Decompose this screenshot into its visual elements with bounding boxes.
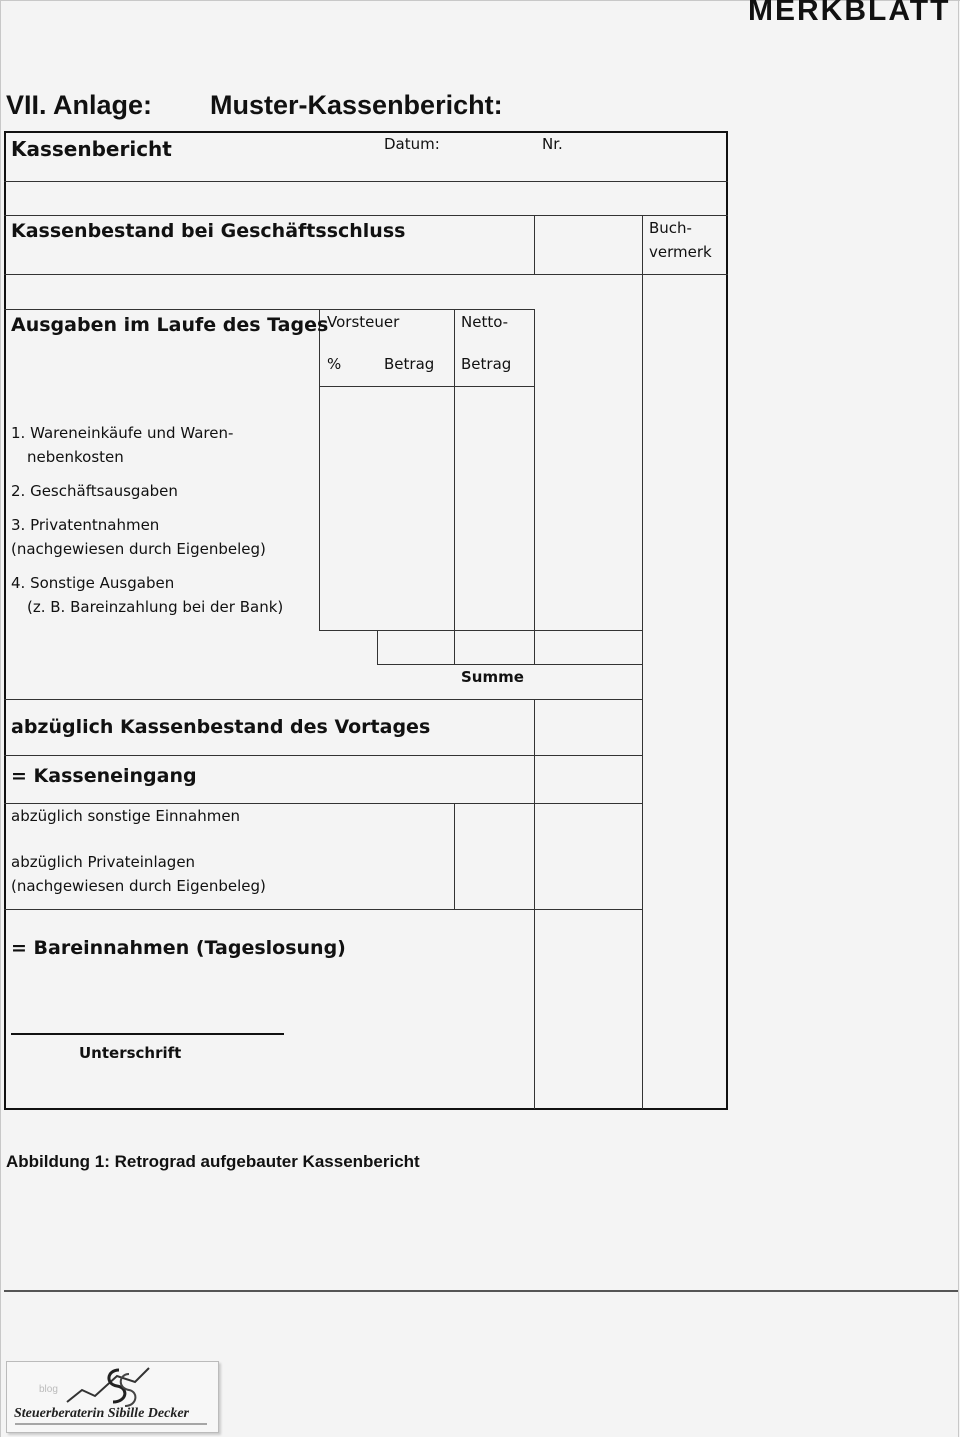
logo-name: Steuerberaterin Sibille Decker — [14, 1406, 189, 1421]
item-wareneinkaeufe: 1. Wareneinkäufe und Waren- — [11, 424, 234, 442]
footer-rule — [4, 1290, 958, 1292]
vrule-betrag-lower — [534, 699, 535, 1109]
rule-1 — [4, 181, 728, 182]
buchvermerk-label-1: Buch- — [649, 219, 692, 237]
merkblatt-header: MERKBLATT — [748, 0, 951, 27]
rule-5 — [319, 386, 535, 387]
netto-betrag-label: Betrag — [461, 355, 512, 373]
rule-10 — [4, 803, 642, 804]
vrule-netto — [454, 309, 455, 665]
page-border-left — [0, 0, 1, 1437]
page-border-right — [958, 0, 959, 1437]
logo-blog-text: blog — [39, 1384, 58, 1395]
kassenbestand-label: Kassenbestand bei Geschäftsschluss — [11, 220, 406, 242]
rule-3 — [4, 274, 728, 275]
buchvermerk-label-2: vermerk — [649, 243, 712, 261]
item-privatentnahmen: 3. Privatentnahmen — [11, 516, 160, 534]
bareinnahmen-label: = Bareinnahmen (Tageslosung) — [11, 937, 346, 959]
form-border-right — [726, 131, 728, 1110]
rule-7 — [377, 664, 642, 665]
netto-label: Netto- — [461, 313, 509, 331]
vorsteuer-label: Vorsteuer — [327, 313, 400, 331]
vrule-sum-left — [377, 630, 378, 665]
abzueglich-sonstige-label: abzüglich sonstige Einnahmen — [11, 807, 241, 825]
vrule-einnahmen — [454, 803, 455, 910]
ausgaben-label: Ausgaben im Laufe des Tages — [11, 314, 329, 336]
item-sonstige-ausgaben-2: (z. B. Bareinzahlung bei der Bank) — [27, 598, 284, 616]
rule-4 — [4, 309, 535, 310]
vrule-betrag-top — [534, 215, 535, 275]
form-border-bottom — [4, 1108, 728, 1110]
item-wareneinkaeufe-2: nebenkosten — [27, 448, 124, 466]
datum-label: Datum: — [384, 135, 440, 153]
anlage-title: VII. Anlage: — [6, 90, 153, 120]
logo — [6, 1361, 219, 1433]
summe-label: Summe — [461, 668, 524, 686]
abzueglich-privat-label-2: (nachgewiesen durch Eigenbeleg) — [11, 877, 266, 895]
muster-title: Muster-Kassenbericht: — [210, 90, 503, 120]
kassenbericht-label: Kassenbericht — [11, 137, 172, 161]
item-geschaeftsausgaben: 2. Geschäftsausgaben — [11, 482, 178, 500]
rule-2 — [4, 215, 728, 216]
rule-9 — [4, 755, 642, 756]
kasseneingang-label: = Kasseneingang — [11, 765, 197, 787]
abzueglich-vortag-label: abzüglich Kassenbestand des Vortages — [11, 716, 431, 738]
item-privatentnahmen-2: (nachgewiesen durch Eigenbeleg) — [11, 540, 266, 558]
prozent-label: % — [327, 355, 342, 373]
rule-6 — [319, 630, 642, 631]
signature-line — [11, 1033, 284, 1035]
form-border-left — [4, 131, 6, 1110]
rule-8 — [4, 699, 642, 700]
unterschrift-label: Unterschrift — [79, 1044, 182, 1062]
rule-11 — [4, 909, 642, 910]
vrule-netto-right — [534, 309, 535, 665]
vrule-buchvermerk — [642, 215, 643, 1109]
form-border-top — [4, 131, 728, 133]
abzueglich-privat-label: abzüglich Privateinlagen — [11, 853, 196, 871]
vrule-vorsteuer — [319, 309, 320, 631]
item-sonstige-ausgaben: 4. Sonstige Ausgaben — [11, 574, 175, 592]
nr-label: Nr. — [542, 135, 563, 153]
figure-caption: Abbildung 1: Retrograd aufgebauter Kassenbericht — [6, 1152, 420, 1171]
vorsteuer-betrag-label: Betrag — [384, 355, 435, 373]
